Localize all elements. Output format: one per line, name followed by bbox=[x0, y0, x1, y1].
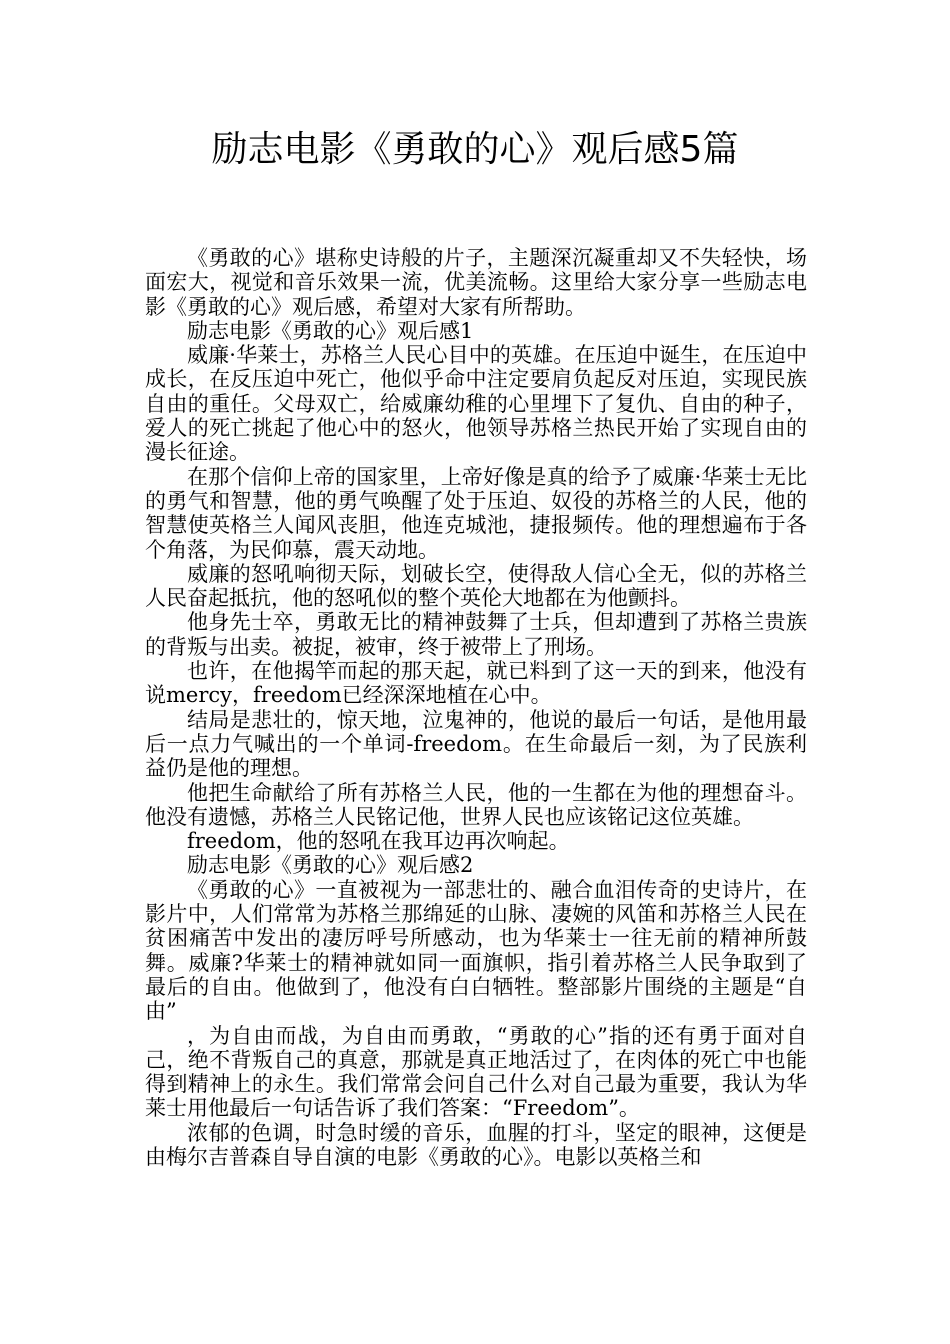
intro-paragraph: 《勇敢的心》堪称史诗般的片子，主题深沉凝重却又不失轻快，场面宏大，视觉和音乐效果一流，优美流畅。这里给大家分享一些励志电影《勇敢的心》观后感，希望对大家有所帮助。 bbox=[145, 246, 807, 319]
body-paragraph: 结局是悲壮的，惊天地，泣鬼神的，他说的最后一句话，是他用最后一点力气喊出的一个单词-freedom。在生命最后一刻，为了民族利益仍是他的理想。 bbox=[145, 707, 807, 781]
body-paragraph: 他身先士卒，勇敢无比的精神鼓舞了士兵，但却遭到了苏格兰贵族的背叛与出卖。被捉，被审，终于被带上了刑场。 bbox=[145, 610, 807, 659]
body-paragraph: 浓郁的色调，时急时缓的音乐，血腥的打斗，坚定的眼神，这便是由梅尔吉普森自导自演的电影《勇敢的心》。电影以英格兰和 bbox=[145, 1120, 807, 1169]
body-paragraph: 在那个信仰上帝的国家里，上帝好像是真的给予了威廉·华莱士无比的勇气和智慧，他的勇气唤醒了处于压迫、奴役的苏格兰的人民，他的智慧使英格兰人闻风丧胆，他连克城池，捷报频传。他的理想遍布于各个角落，为民仰慕，震天动地。 bbox=[145, 464, 807, 562]
body-paragraph: 威廉的怒吼响彻天际，划破长空，使得敌人信心全无，似的苏格兰人民奋起抵抗，他的怒吼似的整个英伦大地都在为他颤抖。 bbox=[145, 561, 807, 611]
section-heading-1: 励志电影《勇敢的心》观后感1 bbox=[187, 318, 474, 343]
body-paragraph: 威廉·华莱士，苏格兰人民心目中的英雄。在压迫中诞生，在压迫中成长，在反压迫中死亡，他似乎命中注定要肩负起反对压迫，实现民族自由的重任。父母双亡，给威廉幼稚的心里埋下了复仇、自由的种子，爱人的死亡挑起了他心中的怒火，他领导苏格兰热民开始了实现自由的漫长征途。 bbox=[145, 343, 807, 465]
body-paragraph: 也许，在他揭竿而起的那天起，就已料到了这一天的到来，他没有说mercy，freedom已经深深地植在心中。 bbox=[145, 659, 807, 708]
body-paragraph: ，为自由而战，为自由而勇敢，“勇敢的心”指的还有勇于面对自己，绝不背叛自己的真意，那就是真正地活过了，在肉体的死亡中也能得到精神上的永生。我们常常会问自己什么对自己最为重要，我认为华莱士用他最后一句话告诉了我们答案：“Freedom”。 bbox=[145, 1023, 807, 1121]
body-paragraph: 《勇敢的心》一直被视为一部悲壮的、融合血泪传奇的史诗片，在影片中，人们常常为苏格兰那绵延的山脉、凄婉的风笛和苏格兰人民在贫困痛苦中发出的凄厉呼号所感动，也为华莱士一往无前的精神所鼓舞。威廉?华莱士的精神就如同一面旗帜，指引着苏格兰人民争取到了最后的自由。他做到了，他没有白白牺牲。整部影片围绕的主题是“自由” bbox=[145, 877, 807, 1024]
body-paragraph: freedom，他的怒吼在我耳边再次响起。 bbox=[187, 829, 570, 854]
body-paragraph: 他把生命献给了所有苏格兰人民，他的一生都在为他的理想奋斗。他没有遗憾，苏格兰人民铭记他，世界人民也应该铭记这位英雄。 bbox=[145, 780, 807, 829]
document-title: 励志电影《勇敢的心》观后感5篇 bbox=[211, 129, 739, 170]
section-heading-2: 励志电影《勇敢的心》观后感2 bbox=[187, 853, 474, 878]
document-body bbox=[145, 246, 807, 1169]
